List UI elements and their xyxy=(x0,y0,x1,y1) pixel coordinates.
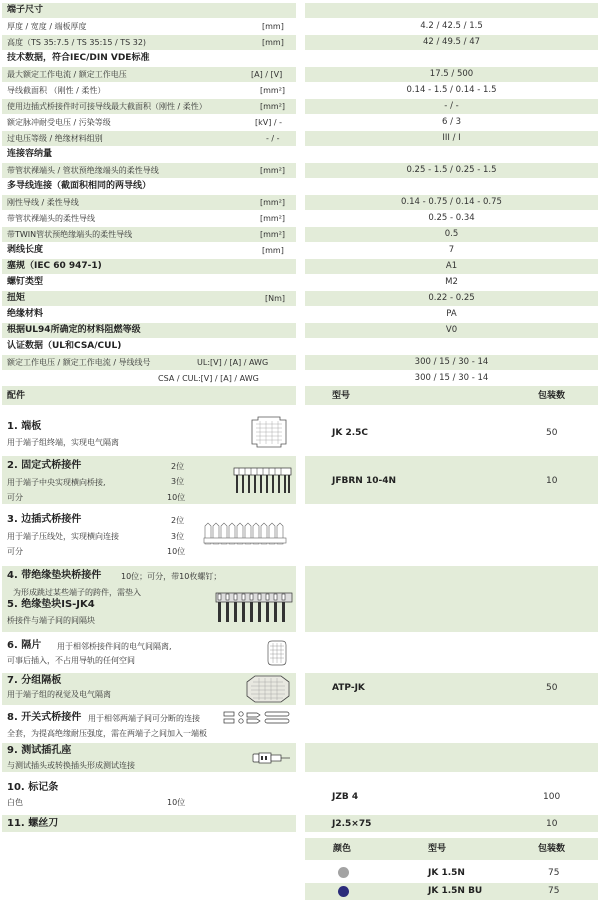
accessory-4-title-suffix: 10位；可分，带10枚螺钉； xyxy=(121,572,222,581)
variant-1-model: JK 1.5N xyxy=(428,868,465,878)
spec-section-header: 技术数据，符合IEC/DIN VDE标准 xyxy=(7,53,150,63)
variant-model-header: 型号 xyxy=(428,844,447,854)
spec-value: 0.14 - 1.5 / 0.14 - 1.5 xyxy=(406,85,497,95)
accessory-2-desc1: 用于端子中央实现横向桥接, xyxy=(7,478,106,487)
spec-unit: [mm²] xyxy=(260,198,286,207)
accessory-3-pos-3: 3位 xyxy=(171,532,185,541)
accessory-6-title: 6. 隔片 xyxy=(7,640,42,651)
spec-unit: [mm²] xyxy=(260,214,286,223)
accessory-1-model: JK 2.5C xyxy=(332,428,369,438)
accessory-10-pos: 10位 xyxy=(167,798,186,807)
spec-band-right xyxy=(305,3,598,18)
spec-label: 导线截面积 （刚性 / 柔性） xyxy=(7,86,106,95)
test-socket-icon xyxy=(252,751,292,765)
edge-bridge-icon xyxy=(203,522,293,548)
spec-section-header: 多导线连接（截面积相同的两导线） xyxy=(7,181,152,191)
spec-unit: [Nm] xyxy=(265,294,286,303)
accessory-7-model: ATP-JK xyxy=(332,683,365,693)
accessory-2-pos-3: 3位 xyxy=(171,477,185,486)
separator-plate-icon xyxy=(265,640,289,666)
end-plate-icon xyxy=(248,416,290,448)
accessory-header-band-left xyxy=(2,386,296,405)
spec-value: PA xyxy=(446,309,457,319)
spec-value: 0.22 - 0.25 xyxy=(428,293,475,303)
spec-unit: [A] / [V] xyxy=(251,70,283,79)
accessory-3-pos-10: 10位 xyxy=(167,547,186,556)
variant-2-pack: 75 xyxy=(548,886,560,896)
spec-value: 0.25 - 1.5 / 0.25 - 1.5 xyxy=(406,165,497,175)
accessory-2-title: 2. 固定式桥接件 xyxy=(7,460,82,471)
spec-value: 7 xyxy=(448,245,455,255)
accessory-3-desc2: 可分 xyxy=(7,547,23,556)
spec-value: M2 xyxy=(445,277,458,287)
spec-value: V0 xyxy=(445,325,458,335)
accessory-9-desc: 与测试插头或转换插头形成测试连接 xyxy=(7,761,135,770)
accessory-4-band-right xyxy=(305,566,598,632)
accessory-11-title: 11. 螺丝刀 xyxy=(7,818,59,829)
partition-plate-icon xyxy=(245,674,291,704)
accessory-1-title: 1. 端板 xyxy=(7,421,42,432)
spec-label: 扭矩 xyxy=(7,293,26,303)
spec-unit: - / - xyxy=(266,134,280,143)
spec-label: 厚度 / 宽度 / 端板厚度 xyxy=(7,22,87,31)
spec-label: 带管状裸端头的柔性导线 xyxy=(7,214,95,223)
spec-value: III / I xyxy=(442,133,461,143)
variant-pack-header: 包装数 xyxy=(538,844,566,854)
accessory-2-pos-10: 10位 xyxy=(167,493,186,502)
accessory-10-title: 10. 标记条 xyxy=(7,782,59,793)
spec-unit: [kV] / - xyxy=(255,118,283,127)
accessory-9-band-right xyxy=(305,743,598,772)
spec-label: 塞规（IEC 60 947-1) xyxy=(7,261,102,271)
insulated-bridge-icon xyxy=(212,590,294,626)
spec-section-header: 连接容纳量 xyxy=(7,149,53,159)
fixed-bridge-icon xyxy=(233,466,293,496)
accessory-2-model: JFBRN 10-4N xyxy=(332,476,397,486)
variant-1-color-swatch xyxy=(338,867,349,878)
spec-unit: [mm] xyxy=(262,22,284,31)
spec-value: 17.5 / 500 xyxy=(429,69,474,79)
accessory-4-title: 4. 带绝缘垫块桥接件 xyxy=(7,570,102,581)
spec-label: 绝缘材料 xyxy=(7,309,44,319)
accessory-7-pack: 50 xyxy=(546,683,558,693)
accessory-9-title: 9. 测试插孔座 xyxy=(7,745,72,756)
spec-label: 带TWIN管状预绝缘端头的柔性导线 xyxy=(7,230,133,239)
spec-value: 300 / 15 / 30 - 14 xyxy=(414,357,489,367)
spec-band-left xyxy=(2,3,296,18)
spec-label: 螺钉类型 xyxy=(7,277,44,287)
accessory-7-title: 7. 分组隔板 xyxy=(7,675,62,686)
accessory-6-title-suffix: 用于相邻桥接件间的电气间隔离, xyxy=(57,642,172,651)
accessory-4-desc: 为形成跳过某些端子的跨件，需垫入 xyxy=(13,588,141,597)
accessory-header-label: 配件 xyxy=(7,391,26,401)
accessory-11-model: J2.5×75 xyxy=(332,819,372,829)
accessory-2-desc2: 可分 xyxy=(7,493,23,502)
spec-section-header: 认证数据（UL和CSA/CUL) xyxy=(7,341,122,351)
variant-color-header: 颜色 xyxy=(333,844,352,854)
accessory-3-title: 3. 边插式桥接件 xyxy=(7,514,82,525)
accessory-1-desc: 用于端子组终端，实现电气隔离 xyxy=(7,438,119,447)
spec-value: 0.14 - 0.75 / 0.14 - 0.75 xyxy=(401,197,502,207)
spec-value: 300 / 15 / 30 - 14 xyxy=(414,373,489,383)
accessory-10-model: JZB 4 xyxy=(332,792,359,802)
spec-value: 6 / 3 xyxy=(441,117,462,127)
spec-value: A1 xyxy=(445,261,458,271)
accessory-5-title: 5. 绝缘垫块IS-JK4 xyxy=(7,599,95,610)
spec-label: 带管状裸端头 / 管状预绝缘端头的柔性导线 xyxy=(7,166,159,175)
spec-value: - / - xyxy=(444,101,459,111)
accessory-10-pack: 100 xyxy=(543,792,561,802)
variant-1-pack: 75 xyxy=(548,868,560,878)
spec-unit: [mm²] xyxy=(260,86,286,95)
spec-section-header: 端子尺寸 xyxy=(7,5,44,15)
spec-label: 最大额定工作电流 / 额定工作电压 xyxy=(7,70,127,79)
pack-column-header: 包装数 xyxy=(538,391,566,401)
spec-unit: [mm] xyxy=(262,246,284,255)
spec-label: 刚性导线 / 柔性导线 xyxy=(7,198,79,207)
accessory-3-pos-2: 2位 xyxy=(171,516,185,525)
spec-label: 根据UL94所确定的材料阻燃等级 xyxy=(7,325,141,335)
spec-unit: UL:[V] / [A] / AWG xyxy=(197,358,269,367)
spec-value: 0.5 xyxy=(444,229,459,239)
spec-unit: [mm] xyxy=(262,38,284,47)
accessory-5-desc: 桥接件与端子间的间隔块 xyxy=(7,616,95,625)
accessory-10-desc: 白色 xyxy=(7,798,23,807)
accessory-7-desc: 用于端子组的视觉及电气隔离 xyxy=(7,690,111,699)
accessory-11-pack: 10 xyxy=(546,819,558,829)
accessory-8-title: 8. 开关式桥接件 xyxy=(7,712,82,723)
variant-2-model: JK 1.5N BU xyxy=(428,886,483,896)
switch-bridge-icon xyxy=(223,710,293,726)
accessory-6-desc: 可事后插入，不占用导轨的任何空间 xyxy=(7,656,135,665)
accessory-8-desc: 全套，为提高绝缘耐压强度，需在两端子之间加入一端板 xyxy=(7,729,207,738)
spec-label: 剥线长度 xyxy=(7,245,44,255)
accessory-2-pos-2: 2位 xyxy=(171,462,185,471)
accessory-1-pack: 50 xyxy=(546,428,558,438)
accessory-3-desc1: 用于端子压线处，实现横向连接 xyxy=(7,532,119,541)
spec-label: 过电压等级 / 绝缘材料组别 xyxy=(7,134,103,143)
spec-label: 高度（TS 35:7.5 / TS 35:15 / TS 32) xyxy=(7,38,147,47)
spec-unit: CSA / CUL:[V] / [A] / AWG xyxy=(158,374,259,383)
spec-value: 4.2 / 42.5 / 1.5 xyxy=(420,21,483,31)
spec-label: 额定工作电压 / 额定工作电流 / 导线线号 xyxy=(7,358,151,367)
spec-value: 42 / 49.5 / 47 xyxy=(422,37,481,47)
spec-label: 额定脉冲耐受电压 / 污染等级 xyxy=(7,118,111,127)
spec-label: 使用边插式桥接件时可接导线最大截面积（刚性 / 柔性） xyxy=(7,102,207,111)
spec-band-left xyxy=(2,291,296,306)
spec-unit: [mm²] xyxy=(260,166,286,175)
variant-2-color-swatch xyxy=(338,886,349,897)
spec-value: 0.25 - 0.34 xyxy=(428,213,475,223)
spec-unit: [mm²] xyxy=(260,102,286,111)
model-column-header: 型号 xyxy=(332,391,351,401)
accessory-8-title-suffix: 用于相邻两端子间可分断的连接 xyxy=(88,714,200,723)
accessory-2-pack: 10 xyxy=(546,476,558,486)
spec-unit: [mm²] xyxy=(260,230,286,239)
